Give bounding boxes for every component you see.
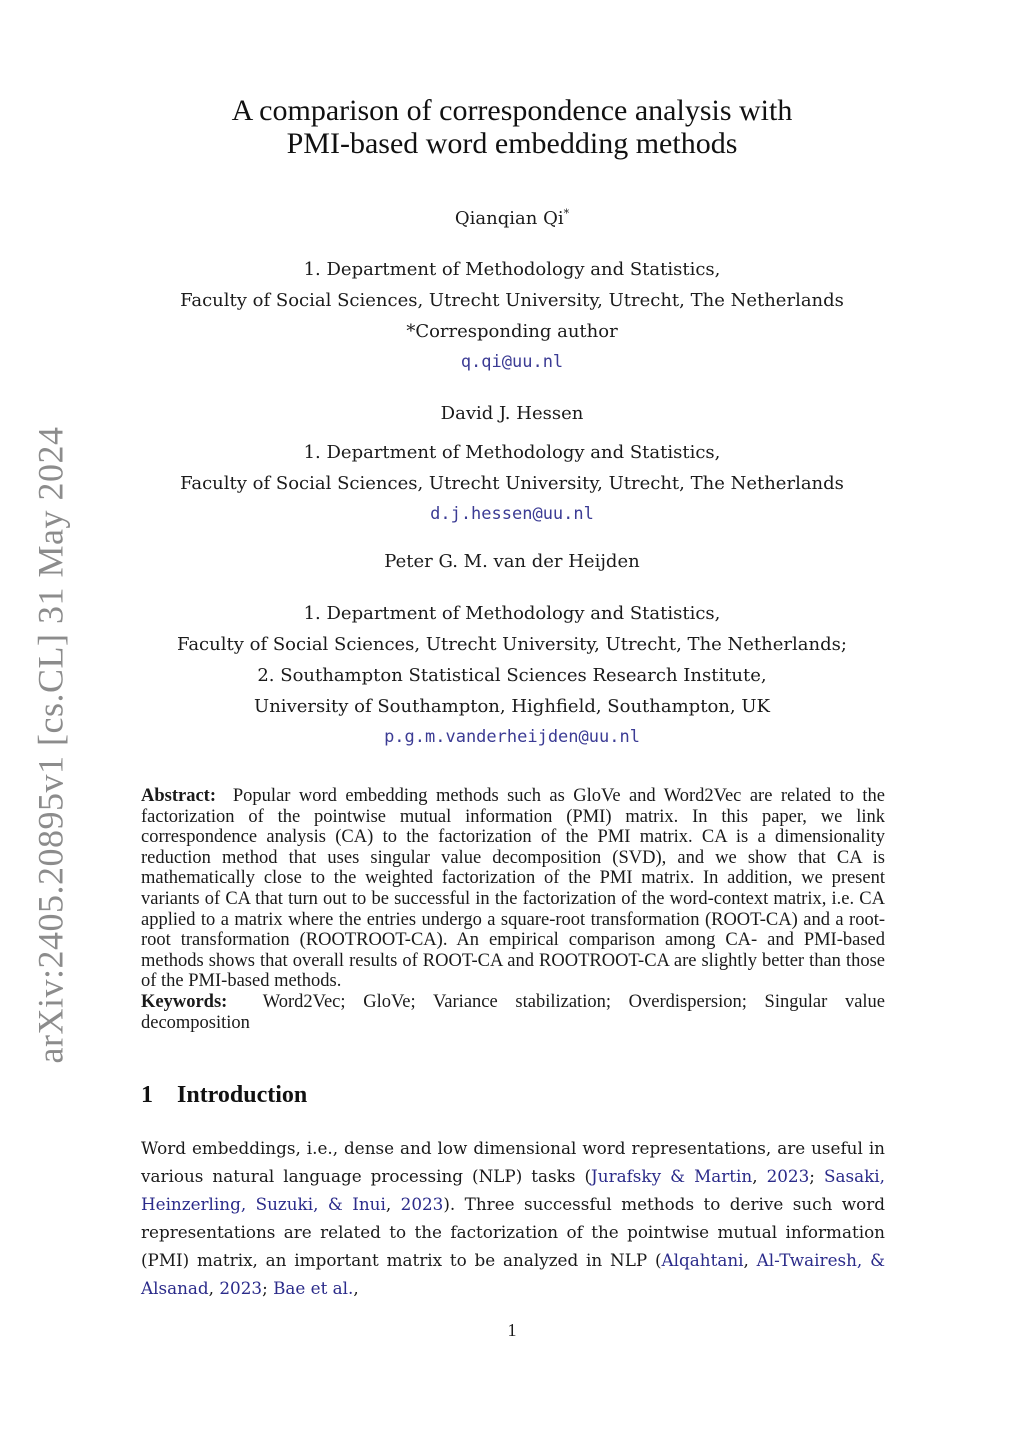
author-1-affiliation-line-1: 1. Department of Methodology and Statistics, xyxy=(303,259,721,280)
author-2-affiliation-line-2: Faculty of Social Sciences, Utrecht University, Utrecht, The Netherlands xyxy=(180,473,844,494)
page-number: 1 xyxy=(507,1320,517,1340)
citation-link[interactable]: Bae et al. xyxy=(273,1278,354,1298)
intro-text: Word embeddings, i.e., dense and low dimensional word representations, are useful in various natural language processing (NLP) tasks ( xyxy=(141,1138,885,1186)
abstract xyxy=(141,786,885,1033)
corresponding-marker: * xyxy=(563,207,570,220)
abstract-label: Abstract: xyxy=(141,786,217,806)
author-2-email-link[interactable]: d.j.hessen@uu.nl xyxy=(430,504,594,524)
author-3-affiliation-line-4: University of Southampton, Highfield, Southampton, UK xyxy=(254,696,770,717)
title-line-2: PMI-based word embedding methods xyxy=(286,127,738,160)
author-3-affiliation-line-3: 2. Southampton Statistical Sciences Research Institute, xyxy=(257,665,767,686)
intro-separator: , xyxy=(208,1278,220,1298)
citation-year-link[interactable]: 2023 xyxy=(766,1166,810,1186)
section-title: Introduction xyxy=(177,1082,308,1108)
citation-year-link[interactable]: 2023 xyxy=(400,1194,444,1214)
author-3-affiliation-line-2: Faculty of Social Sciences, Utrecht University, Utrecht, The Netherlands; xyxy=(177,634,847,655)
intro-separator: ; xyxy=(809,1166,824,1186)
title-line-1: A comparison of correspondence analysis with xyxy=(231,94,793,127)
intro-separator: ; xyxy=(262,1278,274,1298)
author-2-name: David J. Hessen xyxy=(440,403,584,424)
citation-link[interactable]: Sasaki, Heinzerling, Suzuki, & Inui xyxy=(141,1166,885,1214)
author-1-affiliation-line-2: Faculty of Social Sciences, Utrecht University, Utrecht, The Netherlands xyxy=(180,290,844,311)
keywords-text: Word2Vec; GloVe; Variance stabilization; Overdispersion; Singular value decomposition xyxy=(141,991,886,1033)
author-1-email-link[interactable]: q.qi@uu.nl xyxy=(460,352,564,372)
paper-title xyxy=(0,94,1024,160)
corresponding-author-note: *Corresponding author xyxy=(406,321,618,342)
introduction-paragraph xyxy=(141,1134,885,1302)
citation-link[interactable]: Al-Twairesh, & Alsanad xyxy=(141,1250,886,1298)
intro-separator: , xyxy=(743,1250,757,1270)
intro-text: ). Three successful methods to derive such word representations are related to the factorization of the pointwise mutual information (PMI) matrix, an important matrix to be analyzed in NLP ( xyxy=(141,1194,885,1270)
author-2-affiliation-line-1: 1. Department of Methodology and Statistics, xyxy=(303,442,721,463)
section-number: 1 xyxy=(141,1082,153,1108)
section-heading xyxy=(141,1082,307,1109)
keywords-label: Keywords: xyxy=(141,991,228,1012)
citation-link[interactable]: Jurafsky & Martin xyxy=(591,1166,753,1186)
intro-text: , xyxy=(353,1278,359,1298)
author-3-affiliation xyxy=(0,598,1024,753)
author-3-name: Peter G. M. van der Heijden xyxy=(384,551,640,572)
author-3-affiliation-line-1: 1. Department of Methodology and Statistics, xyxy=(303,603,721,624)
author-1-name: Qianqian Qi xyxy=(454,208,564,229)
intro-separator: , xyxy=(752,1166,767,1186)
arxiv-stamp-text: arXiv:2405.20895v1 [cs.CL] 31 May 2024 xyxy=(30,426,70,1064)
citation-link[interactable]: Alqahtani xyxy=(661,1250,744,1270)
author-3-email-link[interactable]: p.g.m.vanderheijden@uu.nl xyxy=(384,727,640,747)
intro-separator: , xyxy=(385,1194,401,1214)
author-2-affiliation xyxy=(0,437,1024,530)
citation-year-link[interactable]: 2023 xyxy=(219,1278,263,1298)
author-1-affiliation xyxy=(0,254,1024,378)
abstract-text: Popular word embedding methods such as GloVe and Word2Vec are related to the factorization of the pointwise mutual information (PMI) matrix. In this paper, we link correspondence analysis (CA) to the factorization of the PMI matrix. CA is a dimensionality reduction method that uses singular value decomposition (SVD), and we show that CA is mathematically close to the weighted factorization of the PMI matrix. In addition, we present variants of CA that turn out to be successful in the factorization of the word-context matrix, i.e. CA applied to a matrix where the entries undergo a square-root transformation (ROOT-CA) and a root-root transformation (ROOTROOT-CA). An empirical comparison among CA- and PMI-based methods shows that overall results of ROOT-CA and ROOTROOT-CA are slightly better than those of the PMI-based methods. xyxy=(141,786,886,992)
author-1-name-block xyxy=(0,207,1024,229)
